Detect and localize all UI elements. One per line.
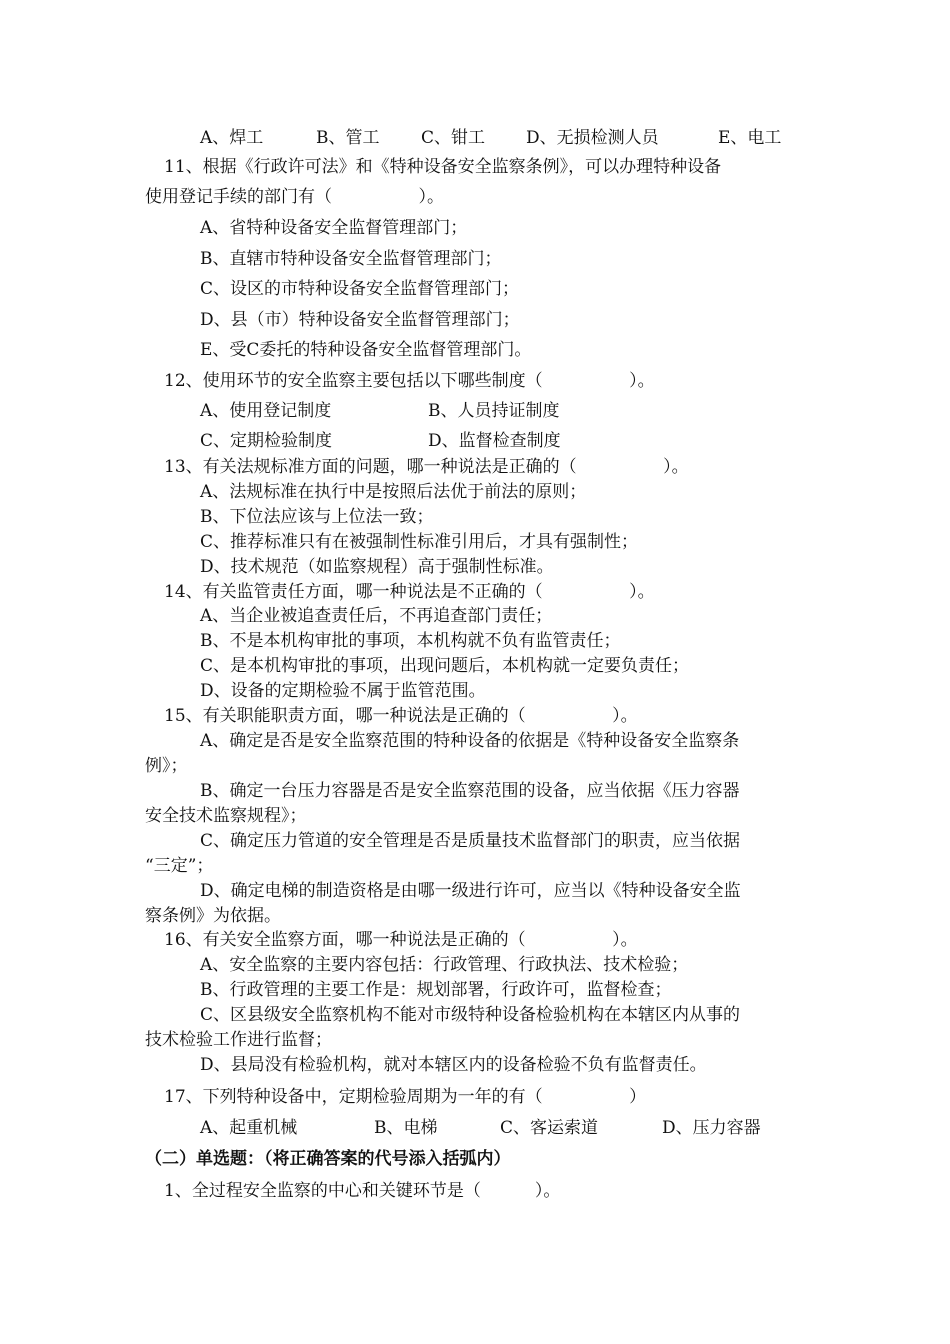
q14-option-b: B、不是本机构审批的事项，本机构就不负有监管责任； <box>200 631 621 651</box>
q10-option-d: D、无损检测人员 <box>526 128 659 148</box>
q15-option-d-line1: D、确定电梯的制造资格是由哪一级进行许可，应当以《特种设备安全监 <box>200 881 741 901</box>
q15-option-b-line2: 安全技术监察规程》； <box>145 806 307 826</box>
q15-stem: 15、有关职能职责方面，哪一种说法是正确的（ ）。 <box>164 706 638 726</box>
q17-option-c: C、客运索道 <box>500 1118 599 1138</box>
section2-q1-stem: 1、全过程安全监察的中心和关键环节是（ ）。 <box>164 1181 561 1201</box>
q12-option-d: D、监督检查制度 <box>428 431 561 451</box>
q11-option-a: A、省特种设备安全监督管理部门； <box>200 218 468 238</box>
q17-option-d: D、压力容器 <box>662 1118 761 1138</box>
q15-option-d-line2: 察条例》为依据。 <box>145 906 281 926</box>
q16-option-b: B、行政管理的主要工作是：规划部署，行政许可，监督检查； <box>200 980 672 1000</box>
q14-option-c: C、是本机构审批的事项，出现问题后，本机构就一定要负责任； <box>200 656 690 676</box>
q14-option-d: D、设备的定期检验不属于监管范围。 <box>200 681 486 701</box>
q13-option-a: A、法规标准在执行中是按照后法优于前法的原则； <box>200 482 587 502</box>
q12-option-c: C、定期检验制度 <box>200 431 333 451</box>
q12-option-a: A、使用登记制度 <box>200 401 332 421</box>
section2-heading: （二）单选题：（将正确答案的代号添入括弧内） <box>145 1149 511 1169</box>
q16-option-a: A、安全监察的主要内容包括：行政管理、行政执法、技术检验； <box>200 955 689 975</box>
q16-stem: 16、有关安全监察方面，哪一种说法是正确的（ ）。 <box>164 930 638 950</box>
q11-option-b: B、直辖市特种设备安全监督管理部门； <box>200 249 502 269</box>
q17-stem: 17、下列特种设备中，定期检验周期为一年的有（ ） <box>164 1087 647 1107</box>
q15-option-a-line1: A、确定是否是安全监察范围的特种设备的依据是《特种设备安全监察条 <box>200 731 740 751</box>
q11-option-c: C、设区的市特种设备安全监督管理部门； <box>200 279 520 299</box>
q11-option-d: D、县（市）特种设备安全监督管理部门； <box>200 310 520 330</box>
q14-option-a: A、当企业被追查责任后，不再追查部门责任； <box>200 606 553 626</box>
q13-stem: 13、有关法规标准方面的问题，哪一种说法是正确的（ ）。 <box>164 457 689 477</box>
q11-stem-line2: 使用登记手续的部门有（ ）。 <box>145 187 444 207</box>
q12-option-b: B、人员持证制度 <box>428 401 560 421</box>
q17-option-a: A、起重机械 <box>200 1118 298 1138</box>
q15-option-b-line1: B、确定一台压力容器是否是安全监察范围的设备，应当依据《压力容器 <box>200 781 740 801</box>
q15-option-c-line1: C、确定压力管道的安全管理是否是质量技术监督部门的职责，应当依据 <box>200 831 741 851</box>
q10-option-e: E、电工 <box>718 128 782 148</box>
q13-option-c: C、推荐标准只有在被强制性标准引用后，才具有强制性； <box>200 532 639 552</box>
q16-option-c-line1: C、区县级安全监察机构不能对市级特种设备检验机构在本辖区内从事的 <box>200 1005 741 1025</box>
q11-stem-line1: 11、根据《行政许可法》和《特种设备安全监察条例》，可以办理特种设备 <box>164 157 722 177</box>
q16-option-d: D、县局没有检验机构，就对本辖区内的设备检验不负有监督责任。 <box>200 1055 707 1075</box>
q17-option-b: B、电梯 <box>374 1118 438 1138</box>
q15-option-c-line2: “三定”； <box>145 856 214 876</box>
q15-option-a-line2: 例》； <box>145 756 188 776</box>
q11-option-e: E、受C委托的特种设备安全监督管理部门。 <box>200 340 532 360</box>
q13-option-d: D、技术规范（如监察规程）高于强制性标准。 <box>200 557 554 577</box>
q12-stem: 12、使用环节的安全监察主要包括以下哪些制度（ ）。 <box>164 371 655 391</box>
q14-stem: 14、有关监管责任方面，哪一种说法是不正确的（ ）。 <box>164 582 655 602</box>
q10-option-c: C、钳工 <box>421 128 486 148</box>
q16-option-c-line2: 技术检验工作进行监督； <box>145 1030 332 1050</box>
q10-option-a: A、焊工 <box>200 128 264 148</box>
q10-option-b: B、管工 <box>316 128 380 148</box>
q13-option-b: B、下位法应该与上位法一致； <box>200 507 434 527</box>
